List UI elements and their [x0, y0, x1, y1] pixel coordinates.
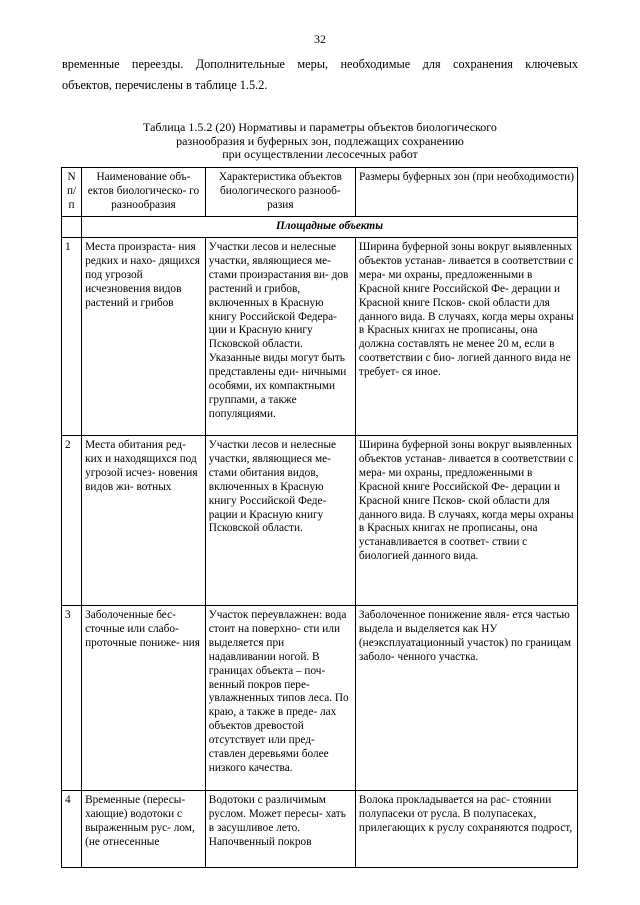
- cell-size: Волока прокладывается на рас- стоянии полупасеки от русла. В полупасеках, прилегающих к руслу сохраняются подрост,: [355, 791, 577, 868]
- cell-name: Места обитания ред- ких и находящихся под угрозой исчез- новения видов жи- вотных: [82, 436, 206, 606]
- intro-paragraph: [62, 54, 578, 96]
- cell-characteristic: Участки лесов и нелесные участки, являющиеся ме- стами обитания видов, включенных в Красную книгу Российской Феде- рации и Красную книгу Псковской области.: [205, 436, 355, 606]
- biodiversity-table: [61, 167, 578, 868]
- header-size: Размеры буферных зон (при необходимости): [355, 168, 577, 217]
- caption-line-3: при осуществлении лесосечных работ: [222, 147, 418, 161]
- cell-n: 4: [62, 791, 82, 868]
- cell-n: 2: [62, 436, 82, 606]
- table-row: [62, 436, 578, 606]
- table-caption: [70, 121, 570, 162]
- cell-size: Ширина буферной зоны вокруг выявленных объектов устанав- ливается в соответствии с мера- ми охраны, предложенными в Красной книге Российской Фе- дерации и Красной книге Псков- ской области для данного вида. В случаях, когда меры охраны в Красных книгах не прописаны, она устанавливается в соответ- ствии с биологией данного вида.: [355, 436, 577, 606]
- section-title: Площадные объекты: [82, 217, 578, 238]
- table-header-row: [62, 168, 578, 217]
- header-characteristic: Характеристика объектов биологического разнооб- разия: [205, 168, 355, 217]
- header-n: N п/п: [62, 168, 82, 217]
- cell-characteristic: Водотоки с различимым руслом. Может пересы- хать в засушливое лето. Напочвенный покров: [205, 791, 355, 868]
- intro-line-1: временные переезды. Дополнительные меры, необходимые для сохранения ключевых: [62, 57, 578, 71]
- page-number: 32: [314, 32, 326, 46]
- cell-name: Места произраста- ния редких и нахо- дящихся под угрозой исчезновения видов растений и грибов: [82, 238, 206, 436]
- cell-size: Заболоченное понижение явля- ется частью выдела и выделяется как НУ (неэксплуатационный участок) по границам заболо- ченного участка.: [355, 606, 577, 791]
- cell-characteristic: Участок переувлажнен: вода стоит на поверхно- сти или выделяется при надавливании ногой. В границах объекта – поч- венный покров пере- увлажненных типов леса. По краю, а также в преде- лах объектов древостой отсутствует или пред- ставлен деревьями более низкого качества.: [205, 606, 355, 791]
- header-name: Наименование объ- ектов биологическо- го разнообразия: [82, 168, 206, 217]
- table-row: [62, 238, 578, 436]
- cell-name: Временные (пересы- хающие) водотоки с выраженным рус- лом, (не отнесенные: [82, 791, 206, 868]
- cell-name: Заболоченные бес- сточные или слабо- проточные пониже- ния: [82, 606, 206, 791]
- section-row: [62, 217, 578, 238]
- cell-n: 3: [62, 606, 82, 791]
- cell-characteristic: Участки лесов и нелесные участки, являющиеся ме- стами произрастания ви- дов растений и грибов, включенных в Красную книгу Российской Федера- ции и Красную книгу Псковской области. Указанные виды могут быть представлены еди- ничными особями, их компактными группами, а также популяциями.: [205, 238, 355, 436]
- table-row: [62, 606, 578, 791]
- table-row: [62, 791, 578, 868]
- section-empty-cell: [62, 217, 82, 238]
- cell-n: 1: [62, 238, 82, 436]
- intro-line-2: объектов, перечислены в таблице 1.5.2.: [62, 78, 268, 92]
- caption-line-2: разнообразия и буферных зон, подлежащих сохранению: [176, 133, 464, 148]
- cell-size: Ширина буферной зоны вокруг выявленных объектов устанав- ливается в соответствии с мера- ми охраны, предложенными в Красной книге Российской Фе- дерации и Красной книге Псков- ской области для данного вида. В случаях, когда меры охраны в Красных книгах не прописаны, она должна составлять не менее 20 м, если в соответствии с био- логией данного вида не требует- ся иное.: [355, 238, 577, 436]
- caption-line-1: Таблица 1.5.2 (20) Нормативы и параметры объектов биологического: [143, 120, 497, 134]
